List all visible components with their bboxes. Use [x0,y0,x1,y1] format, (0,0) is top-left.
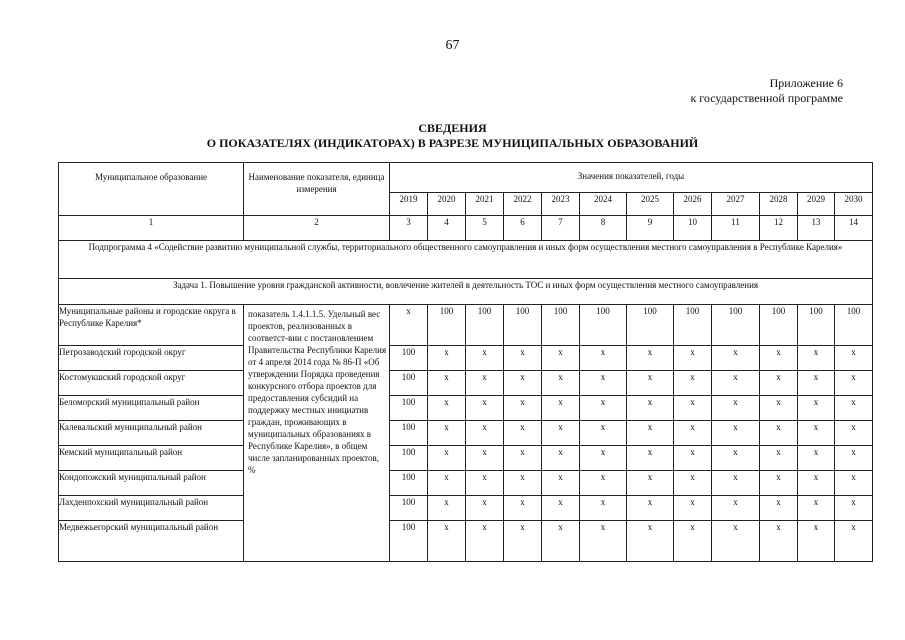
value-cell: х [580,521,627,562]
value-cell: х [760,346,798,371]
appendix-line-2: к государственной программе [690,91,843,105]
value-cell: х [466,521,504,562]
column-number: 11 [712,216,760,241]
header-row [59,163,873,193]
value-cell: 100 [760,305,798,346]
value-cell: х [428,471,466,496]
year-header: 2020 [428,193,466,216]
column-number: 1 [59,216,244,241]
value-cell: 100 [674,305,712,346]
value-cell: х [712,521,760,562]
value-cell: х [835,396,873,421]
table-row [59,346,873,371]
value-cell: 100 [390,521,428,562]
value-cell: х [428,446,466,471]
value-cell: х [798,346,835,371]
indicator-description: показатель 1.4.1.1.5. Удельный вес проектов, реализованных в соответст-вии с постановлением Правительства Республики Карелия от 4 апреля 2014 года № 86-П «Об утверждении Порядка проведения конкурсного отбора проектов для предоставления субсидий на поддержку местных инициатив граждан, проживающих в муниципальных образованиях в Республике Карелия», в общем числе запланированных проектов, % [244,305,390,562]
indicators-table [58,162,873,562]
value-cell: 100 [390,371,428,396]
subprogram-title: Подпрограмма 4 «Содействие развитию муниципальной службы, территориального общественного самоуправления и иных форм осуществления местного самоуправления в Республике Карелия» [59,241,873,279]
value-cell: х [760,446,798,471]
value-cell: х [466,396,504,421]
column-number: 8 [580,216,627,241]
value-cell: х [712,346,760,371]
value-cell: х [466,446,504,471]
value-cell: х [798,521,835,562]
value-cell: х [835,521,873,562]
value-cell: х [504,471,542,496]
value-cell: х [835,346,873,371]
year-header: 2026 [674,193,712,216]
value-cell: х [760,421,798,446]
value-cell: х [798,396,835,421]
value-cell: х [428,496,466,521]
value-cell: х [504,421,542,446]
value-cell: х [674,371,712,396]
value-cell: х [674,521,712,562]
value-cell: х [428,396,466,421]
value-cell: х [835,446,873,471]
value-cell: х [760,396,798,421]
value-cell: 100 [580,305,627,346]
municipality-name: Калевальский муниципальный район [59,421,244,446]
table-row [59,305,873,346]
value-cell: х [428,421,466,446]
year-header: 2025 [627,193,674,216]
value-cell: х [542,346,580,371]
value-cell: 100 [627,305,674,346]
value-cell: х [674,446,712,471]
value-cell: х [760,496,798,521]
value-cell: х [835,371,873,396]
year-header: 2027 [712,193,760,216]
value-cell: 100 [835,305,873,346]
column-number: 10 [674,216,712,241]
value-cell: х [712,396,760,421]
value-cell: 100 [390,471,428,496]
value-cell: х [760,371,798,396]
municipality-name: Кемский муниципальный район [59,446,244,471]
value-cell: х [627,421,674,446]
value-cell: 100 [712,305,760,346]
value-cell: х [627,471,674,496]
value-cell: х [627,521,674,562]
appendix-note [690,76,843,106]
subprogram-row [59,241,873,279]
column-number: 9 [627,216,674,241]
task-row [59,279,873,305]
year-header: 2022 [504,193,542,216]
municipality-name: Лахденпохский муниципальный район [59,496,244,521]
municipality-name: Медвежьегорский муниципальный район [59,521,244,562]
value-cell: х [542,496,580,521]
value-cell: х [428,371,466,396]
page-number: 67 [445,38,460,53]
value-cell: х [504,371,542,396]
value-cell: х [835,471,873,496]
column-number: 4 [428,216,466,241]
value-cell: 100 [466,305,504,346]
value-cell: х [466,421,504,446]
value-cell: х [542,446,580,471]
value-cell: х [674,421,712,446]
value-cell: х [542,421,580,446]
value-cell: 100 [390,346,428,371]
value-cell: х [798,496,835,521]
value-cell: 100 [390,446,428,471]
value-cell: х [580,471,627,496]
table-row [59,471,873,496]
table-row [59,496,873,521]
value-cell: х [580,396,627,421]
year-header: 2028 [760,193,798,216]
value-cell: х [712,421,760,446]
value-cell: 100 [390,396,428,421]
year-header: 2023 [542,193,580,216]
column-number: 13 [798,216,835,241]
value-cell: х [760,521,798,562]
col-header-indicator: Наименование показателя, единица измерения [244,163,390,216]
value-cell: х [798,446,835,471]
value-cell: 100 [542,305,580,346]
value-cell: х [835,496,873,521]
value-cell: х [504,496,542,521]
value-cell: х [627,396,674,421]
table-row [59,521,873,562]
value-cell: 100 [390,496,428,521]
table-row [59,421,873,446]
task-title: Задача 1. Повышение уровня гражданской активности, вовлечение жителей в деятельность ТОС и иных форм осуществления местного самоуправления [59,279,873,305]
col-header-values: Значения показателей, годы [390,163,873,193]
year-header: 2019 [390,193,428,216]
value-cell: х [627,371,674,396]
column-number: 7 [542,216,580,241]
value-cell: х [580,421,627,446]
heading-line-2: О ПОКАЗАТЕЛЯХ (ИНДИКАТОРАХ) В РАЗРЕЗЕ МУНИЦИПАЛЬНЫХ ОБРАЗОВАНИЙ [206,136,699,150]
value-cell: х [712,496,760,521]
column-numbers-row [59,216,873,241]
value-cell: х [466,346,504,371]
table-row [59,446,873,471]
value-cell: х [627,446,674,471]
year-header: 2030 [835,193,873,216]
value-cell: х [712,471,760,496]
heading-line-1: СВЕДЕНИЯ [418,121,487,135]
column-number: 3 [390,216,428,241]
value-cell: х [542,371,580,396]
value-cell: х [466,471,504,496]
value-cell: х [798,371,835,396]
value-cell: х [504,521,542,562]
year-header: 2024 [580,193,627,216]
table-row [59,371,873,396]
value-cell: х [466,371,504,396]
value-cell: х [627,496,674,521]
value-cell: х [798,471,835,496]
value-cell: х [712,446,760,471]
column-number: 2 [244,216,390,241]
value-cell: х [580,371,627,396]
municipality-name: Кондопожский муниципальный район [59,471,244,496]
column-number: 12 [760,216,798,241]
year-header: 2029 [798,193,835,216]
value-cell: х [428,346,466,371]
value-cell: 100 [390,421,428,446]
value-cell: х [542,396,580,421]
municipality-name: Муниципальные районы и городские округа в Республике Карелия* [59,305,244,346]
value-cell: х [674,471,712,496]
value-cell: х [674,396,712,421]
value-cell: х [504,346,542,371]
value-cell: х [466,496,504,521]
value-cell: х [390,305,428,346]
value-cell: 100 [798,305,835,346]
column-number: 6 [504,216,542,241]
value-cell: х [760,471,798,496]
value-cell: х [580,346,627,371]
value-cell: 100 [504,305,542,346]
value-cell: х [504,446,542,471]
municipality-name: Беломорский муниципальный район [59,396,244,421]
value-cell: х [580,496,627,521]
value-cell: х [542,471,580,496]
value-cell: х [798,421,835,446]
municipality-name: Костомукшский городской округ [59,371,244,396]
value-cell: х [712,371,760,396]
column-number: 14 [835,216,873,241]
col-header-municipality: Муниципальное образование [59,163,244,216]
value-cell: х [580,446,627,471]
table-row [59,396,873,421]
document-heading [0,121,905,151]
value-cell: х [504,396,542,421]
value-cell: х [627,346,674,371]
municipality-name: Петрозаводский городской округ [59,346,244,371]
value-cell: х [542,521,580,562]
value-cell: х [835,421,873,446]
value-cell: х [428,521,466,562]
value-cell: х [674,496,712,521]
value-cell: 100 [428,305,466,346]
year-header: 2021 [466,193,504,216]
appendix-line-1: Приложение 6 [769,76,843,90]
column-number: 5 [466,216,504,241]
value-cell: х [674,346,712,371]
